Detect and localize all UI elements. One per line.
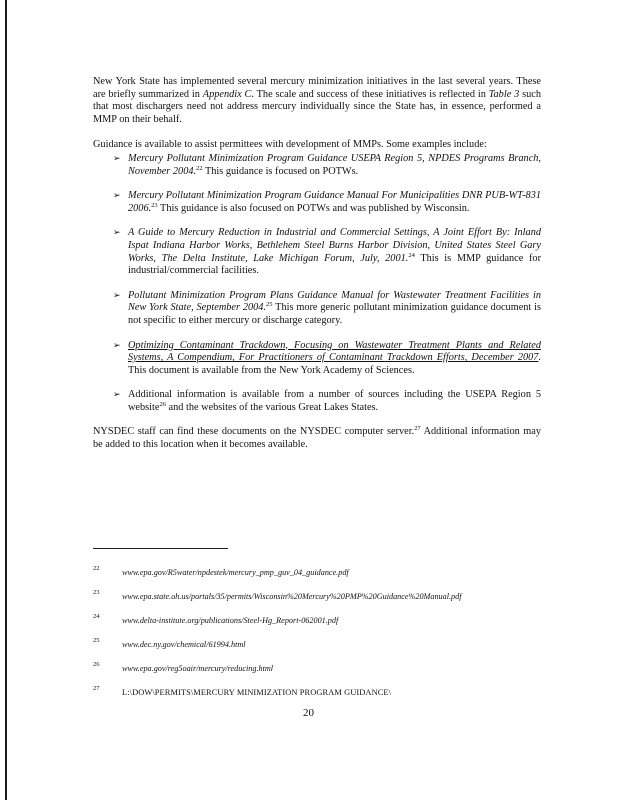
guidance-list xyxy=(93,153,541,415)
list-item: ➢ Mercury Pollutant Minimization Program Guidance Manual For Municipalities DNR PUB-WT-831 2006.23 This guidance is also focused on POTWs and was published by Wisconsin. xyxy=(113,190,541,214)
footnote-link[interactable]: www.dec.ny.gov/chemical/61994.html xyxy=(122,640,246,649)
arrow-bullet-icon: ➢ xyxy=(113,228,121,239)
document-body xyxy=(93,76,541,452)
list-item: ➢ Additional information is available from a number of sources including the USEPA Region 5 website$^{26}$ and the websites of the various Great Lakes States. xyxy=(113,389,541,413)
list-item: ➢ A Guide to Mercury Reduction in Industrial and Commercial Settings, A Joint Effort By: Inland Ispat Indiana Harbor Works, Bethlehem Steel Burns Harbor Division, United States Steel Gary Works, The Delta Institute, Lake Michigan Forum, July, 2001.24 This is MMP guidance for industrial/commercial facilities. xyxy=(113,227,541,277)
arrow-bullet-icon: ➢ xyxy=(113,340,121,351)
footnote: 23 www.epa.state.oh.us/portals/35/permits/Wisconsin%20Mercury%20PMP%20Guidance%20Manual.pdf xyxy=(93,589,462,601)
footnote-link[interactable]: www.epa.state.oh.us/portals/35/permits/Wisconsin%20Mercury%20PMP%20Guidance%20Manual.pdf xyxy=(122,592,462,601)
footnote-path: L:\DOW\PERMITS\MERCURY MINIMIZATION PROGRAM GUIDANCE\ xyxy=(122,688,392,697)
footnotes xyxy=(93,565,553,709)
paragraph-guidance-intro: Guidance is available to assist permittees with development of MMPs. Some examples include: xyxy=(93,139,487,151)
paragraph-summary: New York State has implemented several mercury minimization initiatives in the last several years. These are briefly summarized in Appendix C. The scale and success of these initiatives is reflected in Table 3 such that most dischargers need not address mercury individually since the State has, in essence, performed a MMP on their behalf. xyxy=(93,76,541,125)
page-number: 20 xyxy=(303,707,314,719)
list-item: ➢ Pollutant Minimization Program Plans Guidance Manual for Wastewater Treatment Facilities in New York State, September 2004.25 This more generic pollutant minimization guidance document is not specific to either mercury or discharge category. xyxy=(113,289,541,326)
footnote: 24 www.delta-institute.org/publications/Steel-Hg_Report-062001.pdf xyxy=(93,613,339,625)
footnote-link[interactable]: www.epa.gov/R5water/npdestek/mercury_pmp_guv_04_guidance.pdf xyxy=(122,568,349,577)
paragraph-closing: NYSDEC staff can find these documents on the NYSDEC computer server.$^{27}$ Additional information may be added to this location when it becomes available. xyxy=(93,425,541,451)
list-item: ➢ Mercury Pollutant Minimization Program Guidance USEPA Region 5, NPDES Programs Branch, November 2004.22 This guidance is focused on POTWs. xyxy=(113,152,541,177)
footnote-separator xyxy=(93,548,228,549)
footnote: 27 L:\DOW\PERMITS\MERCURY MINIMIZATION PROGRAM GUIDANCE\ xyxy=(93,685,392,697)
footnote: 26 www.epa.gov/reg5oair/mercury/reducing.html xyxy=(93,661,274,673)
footnote: 22 www.epa.gov/R5water/npdestek/mercury_pmp_guv_04_guidance.pdf xyxy=(93,565,349,577)
footnote-link[interactable]: www.delta-institute.org/publications/Steel-Hg_Report-062001.pdf xyxy=(122,616,339,625)
arrow-bullet-icon: ➢ xyxy=(113,153,121,164)
page-edge-rule xyxy=(5,0,7,800)
arrow-bullet-icon: ➢ xyxy=(113,191,121,202)
arrow-bullet-icon: ➢ xyxy=(113,290,121,301)
footnote: 25 www.dec.ny.gov/chemical/61994.html xyxy=(93,637,246,649)
arrow-bullet-icon: ➢ xyxy=(113,390,121,401)
list-item: ➢ Optimizing Contaminant Trackdown, Focusing on Wastewater Treatment Plants and Related Systems, A Compendium, For Practitioners of Contaminant Trackdown Efforts, December 2007. This document is available from the New York Academy of Sciences. xyxy=(113,339,541,376)
footnote-link[interactable]: www.epa.gov/reg5oair/mercury/reducing.html xyxy=(122,664,274,673)
